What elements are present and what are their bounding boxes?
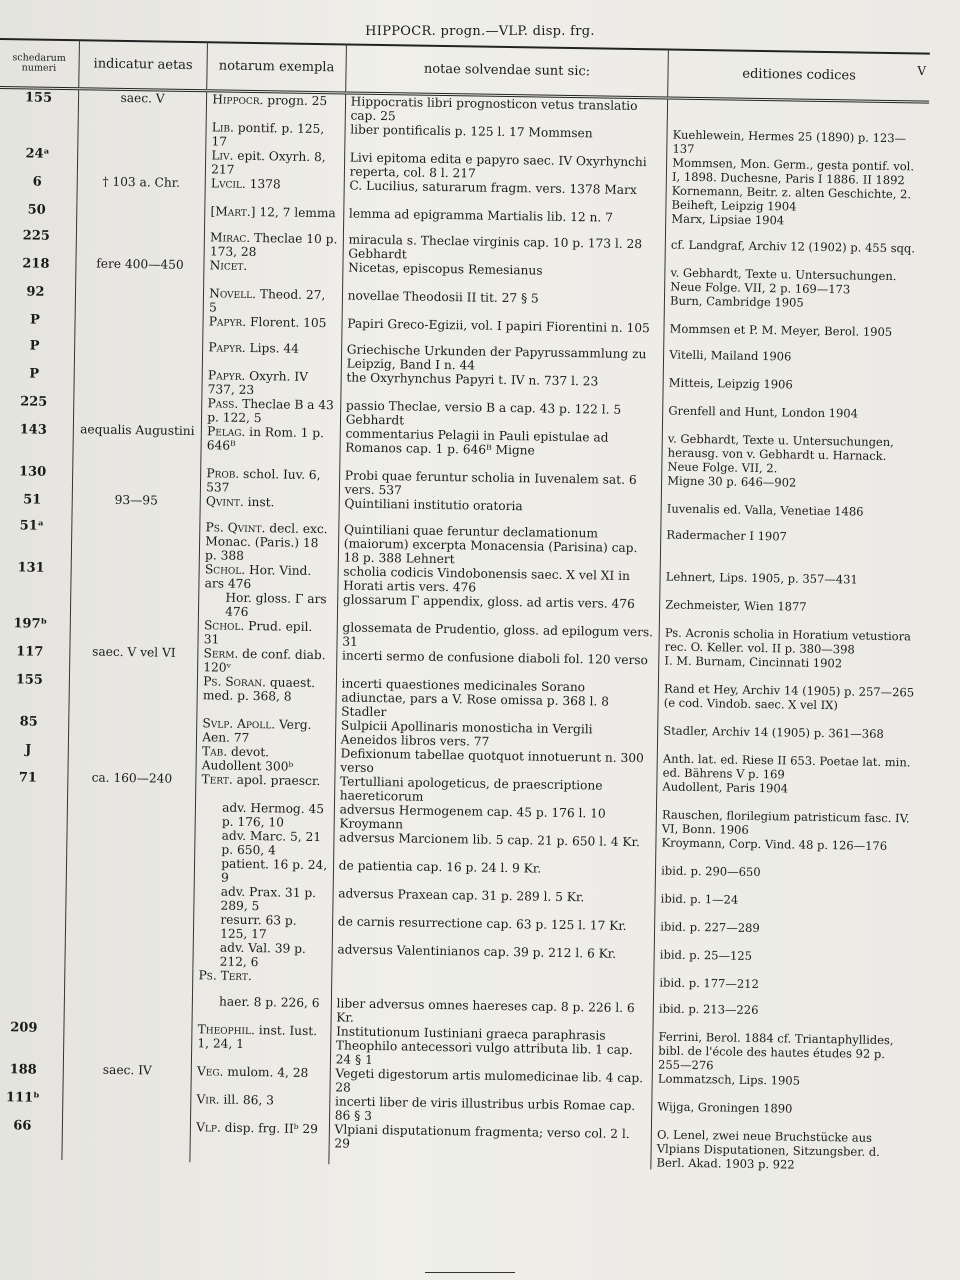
age-cell <box>70 616 199 646</box>
abbreviation: Pass. <box>207 396 239 411</box>
abbreviation: Nicet. <box>209 258 248 273</box>
col-header-examples: notarum exempla <box>207 42 346 93</box>
age-cell <box>74 366 203 396</box>
edition-cell: ibid. p. 25—125 <box>654 947 916 979</box>
age-cell: 93—95 <box>72 492 201 520</box>
schedule-number: P <box>29 366 40 382</box>
schedule-number: 85 <box>19 714 38 730</box>
reference: adv. Val. 39 p. 212, 6 <box>219 940 306 970</box>
edition-cell: Zechmeister, Wien 1877 <box>660 597 922 629</box>
resolution-cell: Quintiliani quae feruntur declamationum (maiorum) excerpta Monacensia (Parisina) cap. 18 p. 388 Lehnert <box>338 522 661 569</box>
abbreviation: Prob. <box>206 466 240 481</box>
example-cell <box>197 674 336 718</box>
schedule-number: 218 <box>22 256 50 272</box>
age-cell <box>73 394 202 424</box>
edition-cell: ibid. p. 213—226 <box>653 1001 915 1033</box>
abbreviation: Lvcil. <box>210 176 246 191</box>
reference: decl. exc. Monac. (Paris.) 18 p. 388 <box>205 521 328 563</box>
age-cell <box>76 202 205 230</box>
abbreviation: Schol. <box>204 562 246 577</box>
abbreviation: Ps. Qvint. <box>205 520 266 536</box>
edition-cell: Lommatzsch, Lips. 1905 <box>652 1071 914 1103</box>
table-body <box>0 87 929 1173</box>
example-cell <box>196 744 335 774</box>
resolution-cell: Tertulliani apologeticus, de praescriptione haereticorum <box>334 774 657 807</box>
col-header-numbers: schedarum numeri <box>0 39 79 89</box>
example-cell <box>204 258 343 288</box>
resolution-cell: commentarius Pelagii in Pauli epistulae ad Romanos cap. 1 p. 646ᴮ Migne <box>339 426 662 473</box>
resolution-cell: the Oxyrhynchus Papyri t. IV n. 737 l. 23 <box>341 370 664 403</box>
age-cell: saec. IV <box>63 1062 192 1092</box>
abbreviation: Hippocr. <box>212 92 264 108</box>
edition-cell: ibid. p. 177—212 <box>654 975 916 1005</box>
example-cell <box>193 940 332 970</box>
schedule-number: 197ᵇ <box>13 616 48 632</box>
edition-cell: Mommsen et P. M. Meyer, Berol. 1905 <box>664 321 926 351</box>
example-cell <box>204 230 343 260</box>
age-cell <box>68 742 197 772</box>
example-cell <box>201 466 340 496</box>
resolution-cell: Griechische Urkunden der Papyrussammlung zu Leipzig, Band I n. 44 <box>341 342 664 375</box>
example-cell <box>192 994 331 1024</box>
edition-cell: Kuehlewein, Hermes 25 (1890) p. 123—137 <box>667 127 929 159</box>
example-cell <box>192 1022 331 1066</box>
closing-rule <box>425 1272 515 1273</box>
example-cell <box>193 968 332 996</box>
resolution-cell: Vegeti digestorum artis mulomedicinae lib. 4 cap. 28 <box>330 1066 653 1099</box>
reference: Florent. 105 <box>249 314 327 331</box>
schedule-number: 50 <box>27 202 46 218</box>
example-cell <box>206 120 345 150</box>
reference: Lips. 44 <box>249 340 300 356</box>
abbreviation: Schol. <box>203 618 245 633</box>
example-cell <box>198 618 337 648</box>
edition-cell: Audollent, Paris 1904 <box>657 779 919 811</box>
abbreviation: Tert. <box>201 772 233 787</box>
resolution-cell: C. Lucilius, saturarum fragm. vers. 1378 Marx <box>344 178 667 211</box>
age-cell: aequalis Augustini <box>73 422 202 466</box>
resolution-cell: liber adversus omnes haereses cap. 8 p. 226 l. 6 Kr. <box>331 996 654 1029</box>
resolution-cell: liber pontificalis p. 125 l. 17 Mommsen <box>344 122 667 155</box>
example-cell <box>191 1092 330 1122</box>
age-cell <box>75 312 204 340</box>
edition-cell: Vitelli, Mailand 1906 <box>663 347 925 379</box>
abbreviation: Vlp. <box>196 1120 221 1135</box>
schedule-number: P <box>29 338 40 354</box>
abbreviation-table <box>0 38 930 1173</box>
example-cell <box>200 494 339 522</box>
edition-cell: v. Gebhardt, Texte u. Untersuchungen, herausg. von v. Gebhardt u. Harnack. Neue Folge. VII, 2. <box>662 431 924 477</box>
schedule-number: 6 <box>32 174 42 190</box>
reference: adv. Marc. 5, 21 p. 650, 4 <box>221 828 322 858</box>
schedule-number: 209 <box>10 1020 38 1036</box>
abbreviation: Pelag. <box>206 424 246 439</box>
schedule-number: 130 <box>18 464 47 480</box>
edition-cell: Ferrini, Berol. 1884 cf. Triantaphyllides, bibl. de l'école des hautes études 92 p. 255—276 <box>653 1029 915 1075</box>
reference: patient. 16 p. 24, 9 <box>220 856 328 885</box>
edition-cell: Burn, Cambridge 1905 <box>664 293 926 325</box>
reference: in Rom. 1 p. 646ᴮ <box>206 424 325 453</box>
resolution-cell: lemma ad epigramma Martialis lib. 12 n. 7 <box>343 206 666 237</box>
col-header-age: indicatur aetas <box>79 40 208 91</box>
running-head: HIPPOCR. progn.—VLP. disp. frg. <box>365 24 595 39</box>
schedule-number: 143 <box>19 422 47 438</box>
schedule-number: P <box>29 312 41 328</box>
schedule-number: 24ᵃ <box>25 146 50 162</box>
resolution-cell: de carnis resurrectione cap. 63 p. 125 l. 17 Kr. <box>332 914 655 947</box>
age-cell <box>70 588 199 618</box>
age-cell <box>64 992 193 1022</box>
reference: inst. Iust. 1, 24, 1 <box>197 1023 318 1051</box>
schedule-number <box>0 937 65 966</box>
schedule-number: 155 <box>15 672 44 688</box>
edition-cell: Wijga, Groningen 1890 <box>652 1099 914 1131</box>
reference: disp. frg. IIᵇ 29 <box>224 1120 319 1137</box>
age-cell: fere 400—450 <box>75 256 204 286</box>
reference: schol. Iuv. 6, 537 <box>206 466 321 495</box>
age-cell <box>78 118 207 148</box>
abbreviation: Papyr. <box>208 340 246 355</box>
reference: Oxyrh. IV 737, 23 <box>207 368 309 398</box>
example-cell <box>196 772 335 802</box>
resolution-cell: glossemata de Prudentio, gloss. ad epilogum vers. 31 <box>337 620 660 653</box>
schedule-number: 117 <box>16 644 44 660</box>
age-cell <box>62 1118 191 1162</box>
schedule-number <box>0 825 67 854</box>
abbreviation: Qvint. <box>205 494 244 509</box>
edition-cell: Stadler, Archiv 14 (1905) p. 361—368 <box>658 723 920 755</box>
schedule-number: 225 <box>20 394 48 410</box>
abbreviation: Theophil. <box>197 1022 256 1038</box>
example-cell <box>202 396 341 426</box>
edition-cell: Kornemann, Beitr. z. alten Geschichte, 2. Beiheft, Leipzig 1904 <box>666 183 928 215</box>
schedule-number <box>0 117 78 146</box>
age-cell <box>62 1090 191 1120</box>
example-cell <box>205 204 344 232</box>
edition-cell: Anth. lat. ed. Riese II 653. Poetae lat. min. ed. Bährens V p. 169 <box>657 751 919 783</box>
age-cell <box>64 966 193 994</box>
example-cell <box>199 590 338 620</box>
age-cell: ca. 160—240 <box>67 770 196 800</box>
reference: pontif. p. 125, 17 <box>211 120 325 149</box>
schedule-number <box>0 909 66 938</box>
resolution-cell: adversus Valentinianos cap. 39 p. 212 l. 6 Kr. <box>332 942 655 975</box>
age-cell <box>67 826 196 856</box>
abbreviation: Papyr. <box>208 314 247 329</box>
age-cell <box>65 938 194 968</box>
edition-cell: v. Gebhardt, Texte u. Untersuchungen. Neue Folge. VII, 2 p. 169—173 <box>665 265 927 297</box>
abbreviation: [Mart.] <box>210 204 256 220</box>
resolution-cell: adversus Praxean cap. 31 p. 289 l. 5 Kr. <box>332 886 655 919</box>
example-cell <box>199 562 338 592</box>
reference: Prud. epil. 31 <box>203 618 313 647</box>
reference: quaest. med. p. 368, 8 <box>202 675 316 704</box>
edition-cell: I. M. Burnam, Cincinnati 1902 <box>659 653 921 685</box>
example-cell <box>206 148 345 178</box>
resolution-cell: Probi quae feruntur scholia in Iuvenalem sat. 6 vers. 537 <box>339 468 662 501</box>
age-cell <box>74 338 203 368</box>
reference: Theclae 10 p. 173, 28 <box>209 231 338 260</box>
reference: Hor. gloss. Γ ars 476 <box>225 590 327 619</box>
col-header-resolution: notae solvendae sunt sic: <box>345 44 668 98</box>
age-cell: saec. V <box>78 89 207 121</box>
resolution-cell: adversus Hermogenem cap. 45 p. 176 l. 10 Kroymann <box>334 802 657 835</box>
schedule-number: 111ᵇ <box>5 1090 40 1106</box>
edition-cell: Mitteis, Leipzig 1906 <box>663 375 925 407</box>
edition-cell <box>667 98 929 132</box>
reference: devot. Audollent 300ᵇ <box>201 744 294 774</box>
age-cell <box>71 560 200 590</box>
age-cell <box>66 854 195 884</box>
page-folio: V <box>917 64 926 78</box>
schedule-number: 155 <box>24 90 53 106</box>
schedule-number: 71 <box>18 770 37 786</box>
edition-cell: Radermacher I 1907 <box>660 527 922 573</box>
abbreviation: Papyr. <box>207 368 246 383</box>
reference: apol. praescr. <box>236 772 321 789</box>
age-cell <box>63 1020 192 1064</box>
abbreviation: Ps. Tert. <box>198 968 252 984</box>
edition-cell: O. Lenel, zwei neue Bruchstücke aus Vlpians Disputationen, Sitzungsber. d. Berl. Akad. 1903 p. 922 <box>651 1127 913 1173</box>
example-cell <box>194 884 333 914</box>
abbreviation: Vir. <box>196 1092 220 1107</box>
age-cell <box>75 284 204 314</box>
schedule-number: 66 <box>13 1118 32 1134</box>
resolution-cell: Quintiliani institutio oratoria <box>339 496 662 527</box>
example-cell <box>191 1064 330 1094</box>
reference: Theod. 27, 5 <box>208 287 326 315</box>
col-header-editions: editiones codices <box>668 50 930 103</box>
age-cell <box>68 714 197 744</box>
reference: Theclae B a 43 p. 122, 5 <box>207 396 334 426</box>
reference: Verg. Aen. 77 <box>202 717 312 746</box>
edition-cell: Kroymann, Corp. Vind. 48 p. 126—176 <box>656 835 918 867</box>
example-cell <box>190 1120 329 1164</box>
schedule-number <box>0 965 65 992</box>
resolution-cell: glossarum Γ appendix, gloss. ad artis vers. 476 <box>337 592 660 625</box>
resolution-cell: miracula s. Theclae virginis cap. 10 p. 173 l. 28 Gebhardt <box>343 232 666 265</box>
resolution-cell: incerti liber de viris illustribus urbis Romae cap. 86 § 3 <box>329 1094 652 1127</box>
edition-cell: ibid. p. 1—24 <box>655 891 917 923</box>
edition-cell: Grenfell and Hunt, London 1904 <box>663 403 925 435</box>
edition-cell: Marx, Lipsiae 1904 <box>666 211 928 241</box>
abbreviation: Novell. <box>209 286 257 302</box>
age-cell <box>69 672 198 716</box>
resolution-cell: incerti quaestiones medicinales Sorano adiunctae, pars a V. Rose omissa p. 368 l. 8 Stadler <box>336 676 659 723</box>
example-cell <box>195 800 334 830</box>
resolution-cell: passio Theclae, versio B a cap. 43 p. 122 l. 5 Gebhardt <box>340 398 663 431</box>
edition-cell: Ps. Acronis scholia in Horatium vetustiora rec. O. Keller. vol. II p. 380—398 <box>659 625 921 657</box>
reference: inst. <box>247 494 275 510</box>
resolution-cell: incerti sermo de confusione diaboli fol. 120 verso <box>336 648 659 681</box>
edition-cell: Rand et Hey, Archiv 14 (1905) p. 257—265 (e cod. Vindob. saec. X vel IX) <box>658 681 920 727</box>
resolution-cell: Nicetas, episcopus Remesianus <box>342 260 665 293</box>
example-cell <box>206 91 345 123</box>
abbreviation: Lib. <box>211 120 235 135</box>
edition-cell: ibid. p. 290—650 <box>655 863 917 895</box>
reference: adv. Hermog. 45 p. 176, 10 <box>221 800 325 830</box>
example-cell <box>205 176 344 206</box>
reference: adv. Prax. 31 p. 289, 5 <box>220 884 317 914</box>
example-cell <box>194 856 333 886</box>
schedule-number: 51ᵃ <box>19 518 44 534</box>
edition-cell: Rauschen, florilegium patristicum fasc. IV. VI, Bonn. 1906 <box>656 807 918 839</box>
age-cell <box>66 882 195 912</box>
reference: resurr. 63 p. 125, 17 <box>220 912 297 942</box>
schedule-number: 92 <box>26 284 45 300</box>
schedule-number: J <box>25 742 32 758</box>
schedule-number: 51 <box>23 492 42 508</box>
example-cell <box>203 340 342 370</box>
resolution-cell: de patientia cap. 16 p. 24 l. 9 Kr. <box>333 858 656 891</box>
resolution-cell: Papiri Greco-Egizii, vol. I papiri Fiorentini n. 105 <box>341 316 664 347</box>
edition-cell: Lehnert, Lips. 1905, p. 357—431 <box>660 569 922 601</box>
reference: Hor. Vind. ars 476 <box>204 562 312 592</box>
resolution-cell: adversus Marcionem lib. 5 cap. 21 p. 650 l. 4 Kr. <box>333 830 656 863</box>
example-cell <box>202 368 341 398</box>
example-cell <box>201 424 340 468</box>
abbreviation: Tab. <box>201 744 228 759</box>
schedule-number <box>0 797 67 826</box>
age-cell: † 103 a. Chr. <box>77 174 206 204</box>
resolution-cell: Institutionum Iustiniani graeca paraphrasis Theophilo antecessori vulgo attributa lib. 1 cap. 24 § 1 <box>330 1024 653 1071</box>
reference: de conf. diab. 120ᵛ <box>203 646 326 675</box>
example-cell <box>195 828 334 858</box>
schedule-number: 225 <box>22 228 50 244</box>
reference: haer. 8 p. 226, 6 <box>219 994 320 1011</box>
edition-cell: cf. Landgraf, Archiv 12 (1902) p. 455 sqq. <box>665 237 927 269</box>
example-cell <box>200 520 339 564</box>
resolution-cell: Livi epitoma edita e papyro saec. IV Oxyrhynchi reperta, col. 8 l. 217 <box>344 150 667 183</box>
edition-cell: Iuvenalis ed. Valla, Venetiae 1486 <box>661 501 923 531</box>
example-cell <box>203 286 342 316</box>
abbreviation: Svlp. Apoll. <box>202 716 276 732</box>
example-cell <box>198 646 337 676</box>
age-cell <box>65 910 194 940</box>
resolution-cell: Vlpiani disputationum fragmenta; verso col. 2 l. 29 <box>329 1122 652 1169</box>
resolution-cell: Hippocratis libri prognosticon vetus translatio cap. 25 <box>345 93 668 128</box>
age-cell <box>76 228 205 258</box>
abbreviation: Ps. Soran. <box>203 674 267 690</box>
resolution-cell: scholia codicis Vindobonensis saec. X vel XI in Horati artis vers. 476 <box>338 564 661 597</box>
schedule-number <box>0 881 66 910</box>
age-cell <box>67 798 196 828</box>
schedule-number <box>0 991 64 1020</box>
age-cell <box>77 146 206 176</box>
reference: 12, 7 lemma <box>259 205 336 221</box>
reference: epit. Oxyrh. 8, 217 <box>211 148 326 177</box>
abbreviation: Mirac. <box>210 230 251 245</box>
schedule-number: 188 <box>9 1062 37 1078</box>
age-cell <box>71 518 200 562</box>
abbreviation: Liv. <box>211 148 234 163</box>
reference: progn. 25 <box>267 93 328 109</box>
reference: ill. 86, 3 <box>223 1092 275 1108</box>
resolution-cell: novellae Theodosii II tit. 27 § 5 <box>342 288 665 321</box>
age-cell: saec. V vel VI <box>69 644 198 674</box>
example-cell <box>203 314 342 342</box>
edition-cell: Mommsen, Mon. Germ., gesta pontif. vol. I, 1898. Duchesne, Paris I 1886. II 1892 <box>666 155 928 187</box>
reference: 1378 <box>249 176 281 192</box>
resolution-cell: Defixionum tabellae quotquot innotuerunt n. 300 verso <box>335 746 658 779</box>
reference: mulom. 4, 28 <box>227 1064 309 1080</box>
abbreviation: Serm. <box>203 646 239 661</box>
resolution-cell: Sulpicii Apollinaris monosticha in Vergili Aeneidos libros vers. 77 <box>335 718 658 751</box>
example-cell <box>197 716 336 746</box>
schedule-number <box>0 587 71 616</box>
abbreviation: Veg. <box>196 1064 224 1079</box>
edition-cell: ibid. p. 227—289 <box>654 919 916 951</box>
schedule-number <box>0 853 67 882</box>
example-cell <box>194 912 333 942</box>
schedule-number: 131 <box>17 560 45 576</box>
edition-cell: Migne 30 p. 646—902 <box>661 473 923 505</box>
age-cell <box>72 464 201 494</box>
